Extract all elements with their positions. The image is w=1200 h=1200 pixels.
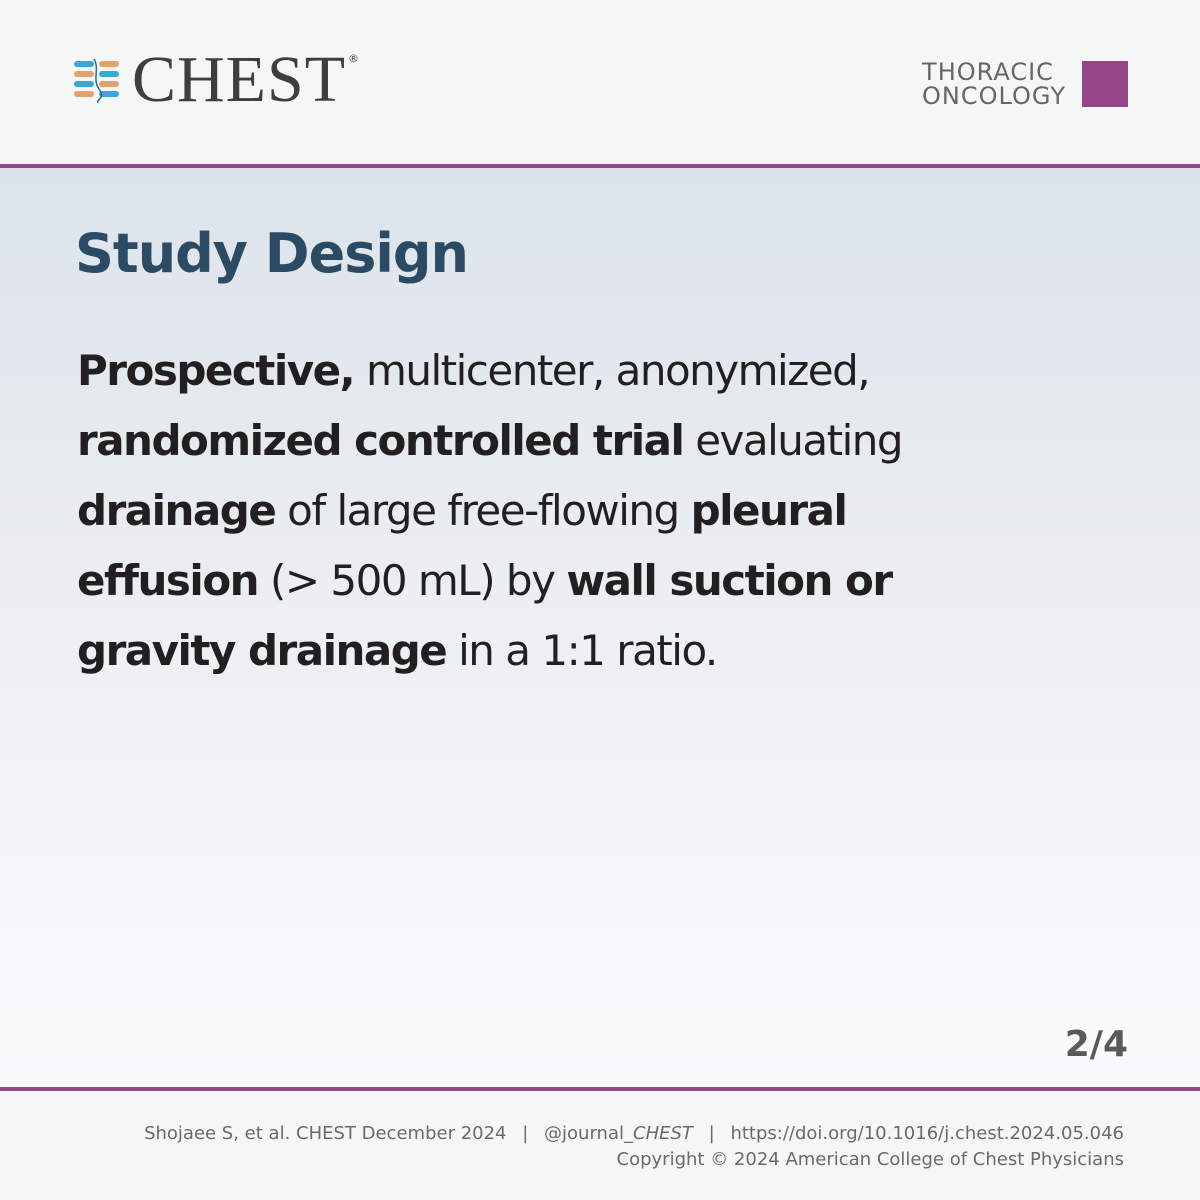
logo-text: CHEST bbox=[132, 43, 347, 116]
category-color-swatch bbox=[1082, 61, 1128, 107]
separator-1: | bbox=[522, 1123, 529, 1144]
text-4: evaluating bbox=[683, 416, 903, 465]
doi-link[interactable]: https://doi.org/10.1016/j.chest.2024.05.046 bbox=[730, 1123, 1124, 1144]
chest-ribcage-logo-icon bbox=[72, 55, 122, 105]
footer bbox=[0, 1091, 1200, 1200]
text-bold-3: randomized controlled trial bbox=[77, 416, 684, 465]
twitter-handle[interactable] bbox=[544, 1123, 693, 1144]
category-line-2: ONCOLOGY bbox=[922, 82, 1066, 110]
main-content bbox=[0, 168, 1200, 1088]
text-bold-9: wall suction or gravity drainage bbox=[77, 556, 892, 675]
text-6: of large free-flowing bbox=[275, 486, 691, 535]
twitter-handle-prefix: @journal_ bbox=[544, 1123, 633, 1144]
twitter-handle-italic: CHEST bbox=[633, 1123, 693, 1144]
registered-mark: ® bbox=[348, 52, 360, 65]
chest-logo bbox=[72, 43, 360, 116]
page-indicator: 2/4 bbox=[1064, 1024, 1128, 1065]
text-8: (> 500 mL) by bbox=[258, 556, 567, 605]
category-line-1: THORACIC bbox=[922, 58, 1054, 86]
category-text bbox=[922, 60, 1066, 108]
separator-2: | bbox=[708, 1123, 715, 1144]
text-bold-5: drainage bbox=[77, 486, 276, 535]
page-title: Study Design bbox=[75, 222, 468, 285]
category-label bbox=[922, 60, 1128, 108]
citation-text: Shojaee S, et al. CHEST December 2024 bbox=[144, 1123, 507, 1144]
header bbox=[0, 0, 1200, 165]
text-10: in a 1:1 ratio. bbox=[446, 626, 717, 675]
text-bold-1: Prospective, bbox=[77, 346, 355, 395]
text-2: multicenter, anonymized, bbox=[354, 346, 870, 395]
citation-line bbox=[144, 1123, 1124, 1144]
copyright-line: Copyright © 2024 American College of Chest Physicians bbox=[616, 1149, 1124, 1170]
text-bold-7: pleural effusion bbox=[77, 486, 847, 605]
study-design-description bbox=[77, 336, 1037, 686]
